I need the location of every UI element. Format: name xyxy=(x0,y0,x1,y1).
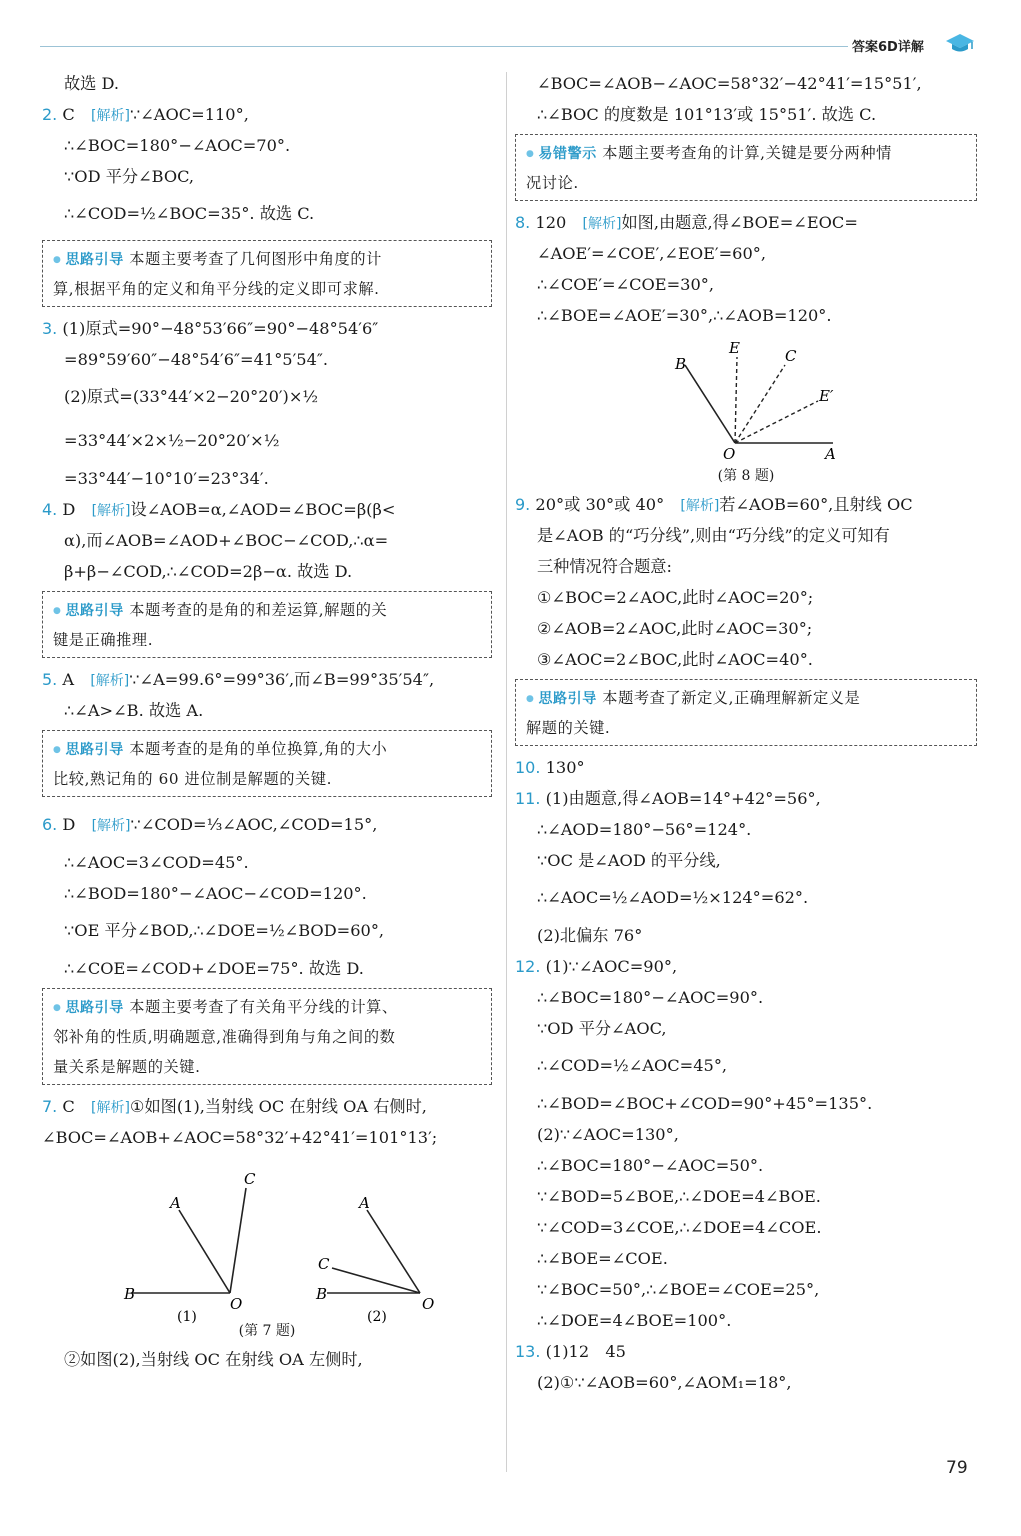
text-line xyxy=(42,344,492,375)
line-text: 130° xyxy=(545,758,585,777)
answer-choice: 20°或 30°或 40° xyxy=(535,495,665,514)
text-line xyxy=(42,847,492,878)
figure-label: C xyxy=(318,1255,330,1273)
hint-tag: ● 思路引导 xyxy=(53,742,124,758)
text-line xyxy=(42,878,492,909)
text-line xyxy=(515,920,977,951)
text-line xyxy=(515,1212,977,1243)
line-text: ∴∠BOE=∠AOE′=30°,∴∠AOB=120°. xyxy=(537,306,832,325)
line-text: (2)原式=(33°44′×2−20°20′)×½ xyxy=(64,387,319,406)
text-line xyxy=(515,1150,977,1181)
hint-line: 邻补角的性质,明确题意,准确得到角与角之间的数 xyxy=(53,1028,396,1046)
hint-line: 算,根据平角的定义和角平分线的定义即可求解. xyxy=(53,280,380,298)
question-number: 3. xyxy=(42,319,58,338)
graduation-cap-icon xyxy=(945,32,975,54)
hint-text: 本题主要考查了有关角平分线的计算、 xyxy=(129,998,398,1016)
line-text: ∴∠BOD=∠BOC+∠COD=90°+45°=135°. xyxy=(537,1094,873,1113)
question-line xyxy=(515,207,977,238)
left-column xyxy=(42,68,492,1375)
analysis-tag: [解析] xyxy=(91,1100,130,1116)
line-text: ∵OD 平分∠BOC, xyxy=(64,167,195,186)
text-line xyxy=(42,463,492,494)
hint-line xyxy=(53,992,481,1022)
text-line xyxy=(515,1367,977,1398)
figure-label: E′ xyxy=(819,387,834,405)
text-line xyxy=(515,814,977,845)
line-text: 若∠AOB=60°,且射线 OC xyxy=(719,495,913,514)
line-text: ∵∠AOC=110°, xyxy=(129,105,249,124)
hint-line: 解题的关键. xyxy=(526,719,611,737)
line-text: ③∠AOC=2∠BOC,此时∠AOC=40°. xyxy=(537,650,813,669)
line-text: ∴∠DOE=4∠BOE=100°. xyxy=(537,1311,732,1330)
line-text: ∵OE 平分∠BOD,∴∠DOE=½∠BOD=60°, xyxy=(64,921,385,940)
hint-tag: ● 思路引导 xyxy=(53,603,124,619)
question-number: 4. xyxy=(42,500,58,519)
text-line xyxy=(515,269,977,300)
text-line xyxy=(515,876,977,920)
line-text: ∵OC 是∠AOD 的平分线, xyxy=(537,851,721,870)
line-text: ∴∠BOE=∠COE. xyxy=(537,1249,668,1268)
text-line xyxy=(42,130,492,161)
hint-tag: ● 思路引导 xyxy=(526,691,597,707)
answer-choice: C xyxy=(62,1097,75,1116)
right-column xyxy=(515,68,977,1398)
question-line xyxy=(515,783,977,814)
line-text: ∴∠COD=½∠BOC=35°. 故选 C. xyxy=(64,204,315,223)
answer-choice: C xyxy=(62,105,75,124)
text-line xyxy=(42,525,492,556)
question-number: 7. xyxy=(42,1097,58,1116)
figure-subcaption: (2) xyxy=(367,1309,387,1325)
text-line xyxy=(42,161,492,192)
question-number: 5. xyxy=(42,670,58,689)
text-line xyxy=(515,1119,977,1150)
question-line xyxy=(42,313,492,344)
line-text: (1)原式=90°−48°53′66″=90°−48°54′6″ xyxy=(62,319,379,338)
line-text: ∴∠COE′=∠COE=30°, xyxy=(537,275,715,294)
question-number: 8. xyxy=(515,213,531,232)
line-text: ∴∠BOD=180°−∠AOC−∠COD=120°. xyxy=(64,884,367,903)
question-line xyxy=(42,1091,492,1122)
line-text: ∴∠AOC=½∠AOD=½×124°=62°. xyxy=(537,888,809,907)
figure-caption: (第 8 题) xyxy=(717,468,775,484)
text-line xyxy=(515,1305,977,1336)
line-text: (2)①∵∠AOB=60°,∠AOM₁=18°, xyxy=(537,1373,792,1392)
line-text: ∴∠A>∠B. 故选 A. xyxy=(64,701,204,720)
answer-choice: D xyxy=(62,500,76,519)
figure-label: O xyxy=(230,1295,243,1313)
text-line xyxy=(515,1181,977,1212)
figure-label: C xyxy=(244,1170,256,1188)
text-line xyxy=(42,1122,492,1153)
text-line xyxy=(515,68,977,99)
text-line xyxy=(515,982,977,1013)
line-text: ∴∠BOC 的度数是 101°13′或 15°51′. 故选 C. xyxy=(537,105,877,124)
line-text: α),而∠AOB=∠AOD+∠BOC−∠COD,∴α= xyxy=(64,531,389,550)
question-line xyxy=(42,664,492,695)
figure-8 xyxy=(515,331,977,471)
text-line xyxy=(42,192,492,236)
analysis-tag: [解析] xyxy=(582,216,622,232)
hint-tag: ● 思路引导 xyxy=(53,252,124,268)
line-text: 故选 D. xyxy=(64,74,120,93)
line-text: ∵∠A=99.6°=99°36′,而∠B=99°35′54″, xyxy=(129,670,435,689)
hint-box xyxy=(515,679,977,746)
line-text: ∴∠AOD=180°−56°=124°. xyxy=(537,820,752,839)
hint-text: 本题主要考查角的计算,关键是要分两种情 xyxy=(602,144,892,162)
header-rule xyxy=(40,46,848,47)
line-text: ∴∠BOC=180°−∠AOC=50°. xyxy=(537,1156,764,1175)
line-text: ∴∠COE=∠COD+∠DOE=75°. 故选 D. xyxy=(64,959,364,978)
line-text: ∵∠BOD=5∠BOE,∴∠DOE=4∠BOE. xyxy=(537,1187,821,1206)
hint-line xyxy=(53,734,481,764)
text-line xyxy=(515,845,977,876)
question-number: 6. xyxy=(42,815,58,834)
text-line xyxy=(515,520,977,551)
line-text: ∴∠BOC=180°−∠AOC=90°. xyxy=(537,988,764,1007)
text-line xyxy=(515,300,977,331)
line-text: (2)∵∠AOC=130°, xyxy=(537,1125,679,1144)
question-line xyxy=(42,99,492,130)
figure-label: E xyxy=(729,339,740,357)
line-text: (1)由题意,得∠AOB=14°+42°=56°, xyxy=(545,789,821,808)
figure-label: O xyxy=(422,1295,435,1313)
figure-label: B xyxy=(316,1285,328,1303)
page-number: 79 xyxy=(946,1458,968,1478)
line-text: ∴∠BOC=180°−∠AOC=70°. xyxy=(64,136,291,155)
line-text: ∵∠COD=3∠COE,∴∠DOE=4∠COE. xyxy=(537,1218,822,1237)
column-divider xyxy=(506,72,507,1472)
hint-box xyxy=(515,134,977,201)
text-line xyxy=(515,551,977,582)
text-line xyxy=(42,419,492,463)
hint-text: 本题考查了新定义,正确理解新定义是 xyxy=(602,689,861,707)
line-text: ∴∠AOC=3∠COD=45°. xyxy=(64,853,249,872)
line-text: ∵∠COD=⅓∠AOC,∠COD=15°, xyxy=(130,815,378,834)
line-text: 三种情况符合题意: xyxy=(537,557,672,576)
hint-box xyxy=(42,988,492,1085)
hint-box xyxy=(42,240,492,307)
line-text: ∵OD 平分∠AOC, xyxy=(537,1019,667,1038)
line-text: ∵∠BOC=50°,∴∠BOE=∠COE=25°, xyxy=(537,1280,820,1299)
text-line xyxy=(42,68,492,99)
question-number: 9. xyxy=(515,495,531,514)
analysis-tag: [解析] xyxy=(90,673,130,689)
text-line xyxy=(42,909,492,953)
hint-box xyxy=(42,730,492,797)
text-line xyxy=(42,556,492,587)
text-line xyxy=(515,1013,977,1044)
hint-line xyxy=(526,683,966,713)
question-line xyxy=(515,489,977,520)
question-number: 10. xyxy=(515,758,541,777)
line-text: ∠AOE′=∠COE′,∠EOE′=60°, xyxy=(537,244,766,263)
hint-tag: ● 易错警示 xyxy=(526,146,597,162)
hint-line: 键是正确推理. xyxy=(53,631,154,649)
text-line: ②如图(2),当射线 OC 在射线 OA 左侧时, xyxy=(64,1350,363,1369)
line-text: ①如图(1),当射线 OC 在射线 OA 右侧时, xyxy=(129,1097,427,1116)
line-text: =33°44′−10°10′=23°34′. xyxy=(64,469,269,488)
line-text: β+β−∠COD,∴∠COD=2β−α. 故选 D. xyxy=(64,562,353,581)
figure-subcaption: (1) xyxy=(177,1309,197,1325)
hint-line: 况讨论. xyxy=(526,174,579,192)
hint-line: 比较,熟记角的 60 进位制是解题的关键. xyxy=(53,770,333,788)
line-text: 是∠AOB 的“巧分线”,则由“巧分线”的定义可知有 xyxy=(537,526,890,545)
text-line xyxy=(42,695,492,726)
answer-choice: 120 xyxy=(535,213,567,232)
hint-line xyxy=(53,244,481,274)
figure-label: A xyxy=(170,1194,181,1212)
text-line xyxy=(515,99,977,130)
hint-line xyxy=(53,595,481,625)
text-line xyxy=(42,953,492,984)
analysis-tag: [解析] xyxy=(91,818,131,834)
line-text: =33°44′×2×½−20°20′×½ xyxy=(64,431,280,450)
figure-label: B xyxy=(675,355,687,373)
line-text: ①∠BOC=2∠AOC,此时∠AOC=20°; xyxy=(537,588,814,607)
text-line xyxy=(515,1243,977,1274)
hint-text: 本题考查的是角的和差运算,解题的关 xyxy=(129,601,388,619)
line-text: 设∠AOB=α,∠AOD=∠BOC=β(β< xyxy=(130,500,396,519)
question-number: 13. xyxy=(515,1342,541,1361)
hint-text: 本题主要考查了几何图形中角度的计 xyxy=(129,250,382,268)
line-text: 如图,由题意,得∠BOE=∠EOC= xyxy=(621,213,858,232)
figure-label: C xyxy=(785,347,797,365)
text-line xyxy=(515,1088,977,1119)
figure-7 xyxy=(42,1153,492,1328)
text-line xyxy=(515,582,977,613)
text-line xyxy=(515,644,977,675)
hint-tag: ● 思路引导 xyxy=(53,1000,124,1016)
question-number: 12. xyxy=(515,957,541,976)
hint-line: 量关系是解题的关键. xyxy=(53,1058,201,1076)
line-text: ②∠AOB=2∠AOC,此时∠AOC=30°; xyxy=(537,619,813,638)
figure-label: A xyxy=(359,1194,370,1212)
question-number: 2. xyxy=(42,105,58,124)
question-line xyxy=(515,752,977,783)
text-line xyxy=(515,238,977,269)
question-line xyxy=(42,494,492,525)
answer-choice: D xyxy=(62,815,76,834)
hint-text: 本题考查的是角的单位换算,角的大小 xyxy=(129,740,388,758)
figure-caption: (第 7 题) xyxy=(238,1323,296,1339)
text-line xyxy=(515,613,977,644)
figure-label: A xyxy=(825,445,836,463)
answer-choice: A xyxy=(62,670,75,689)
question-line xyxy=(42,803,492,847)
analysis-tag: [解析] xyxy=(91,503,131,519)
header-title: 答案6D详解 xyxy=(852,40,924,55)
analysis-tag: [解析] xyxy=(91,108,130,124)
text-line xyxy=(515,1274,977,1305)
question-line xyxy=(515,951,977,982)
figure-label: O xyxy=(723,445,736,463)
line-text: ∠BOC=∠AOB−∠AOC=58°32′−42°41′=15°51′, xyxy=(537,74,922,93)
line-text: ∴∠COD=½∠AOC=45°, xyxy=(537,1056,728,1075)
line-text: =89°59′60″−48°54′6″=41°5′54″. xyxy=(64,350,329,369)
figure-label: B xyxy=(124,1285,136,1303)
line-text: ∠BOC=∠AOB+∠AOC=58°32′+42°41′=101°13′; xyxy=(42,1128,438,1147)
line-text: (1)∵∠AOC=90°, xyxy=(545,957,678,976)
analysis-tag: [解析] xyxy=(680,498,720,514)
line-text: (1)12 45 xyxy=(545,1342,626,1361)
question-line xyxy=(515,1336,977,1367)
line-text: (2)北偏东 76° xyxy=(537,926,643,945)
text-line xyxy=(515,1044,977,1088)
hint-box xyxy=(42,591,492,658)
question-number: 11. xyxy=(515,789,541,808)
text-line xyxy=(42,375,492,419)
hint-line xyxy=(526,138,966,168)
